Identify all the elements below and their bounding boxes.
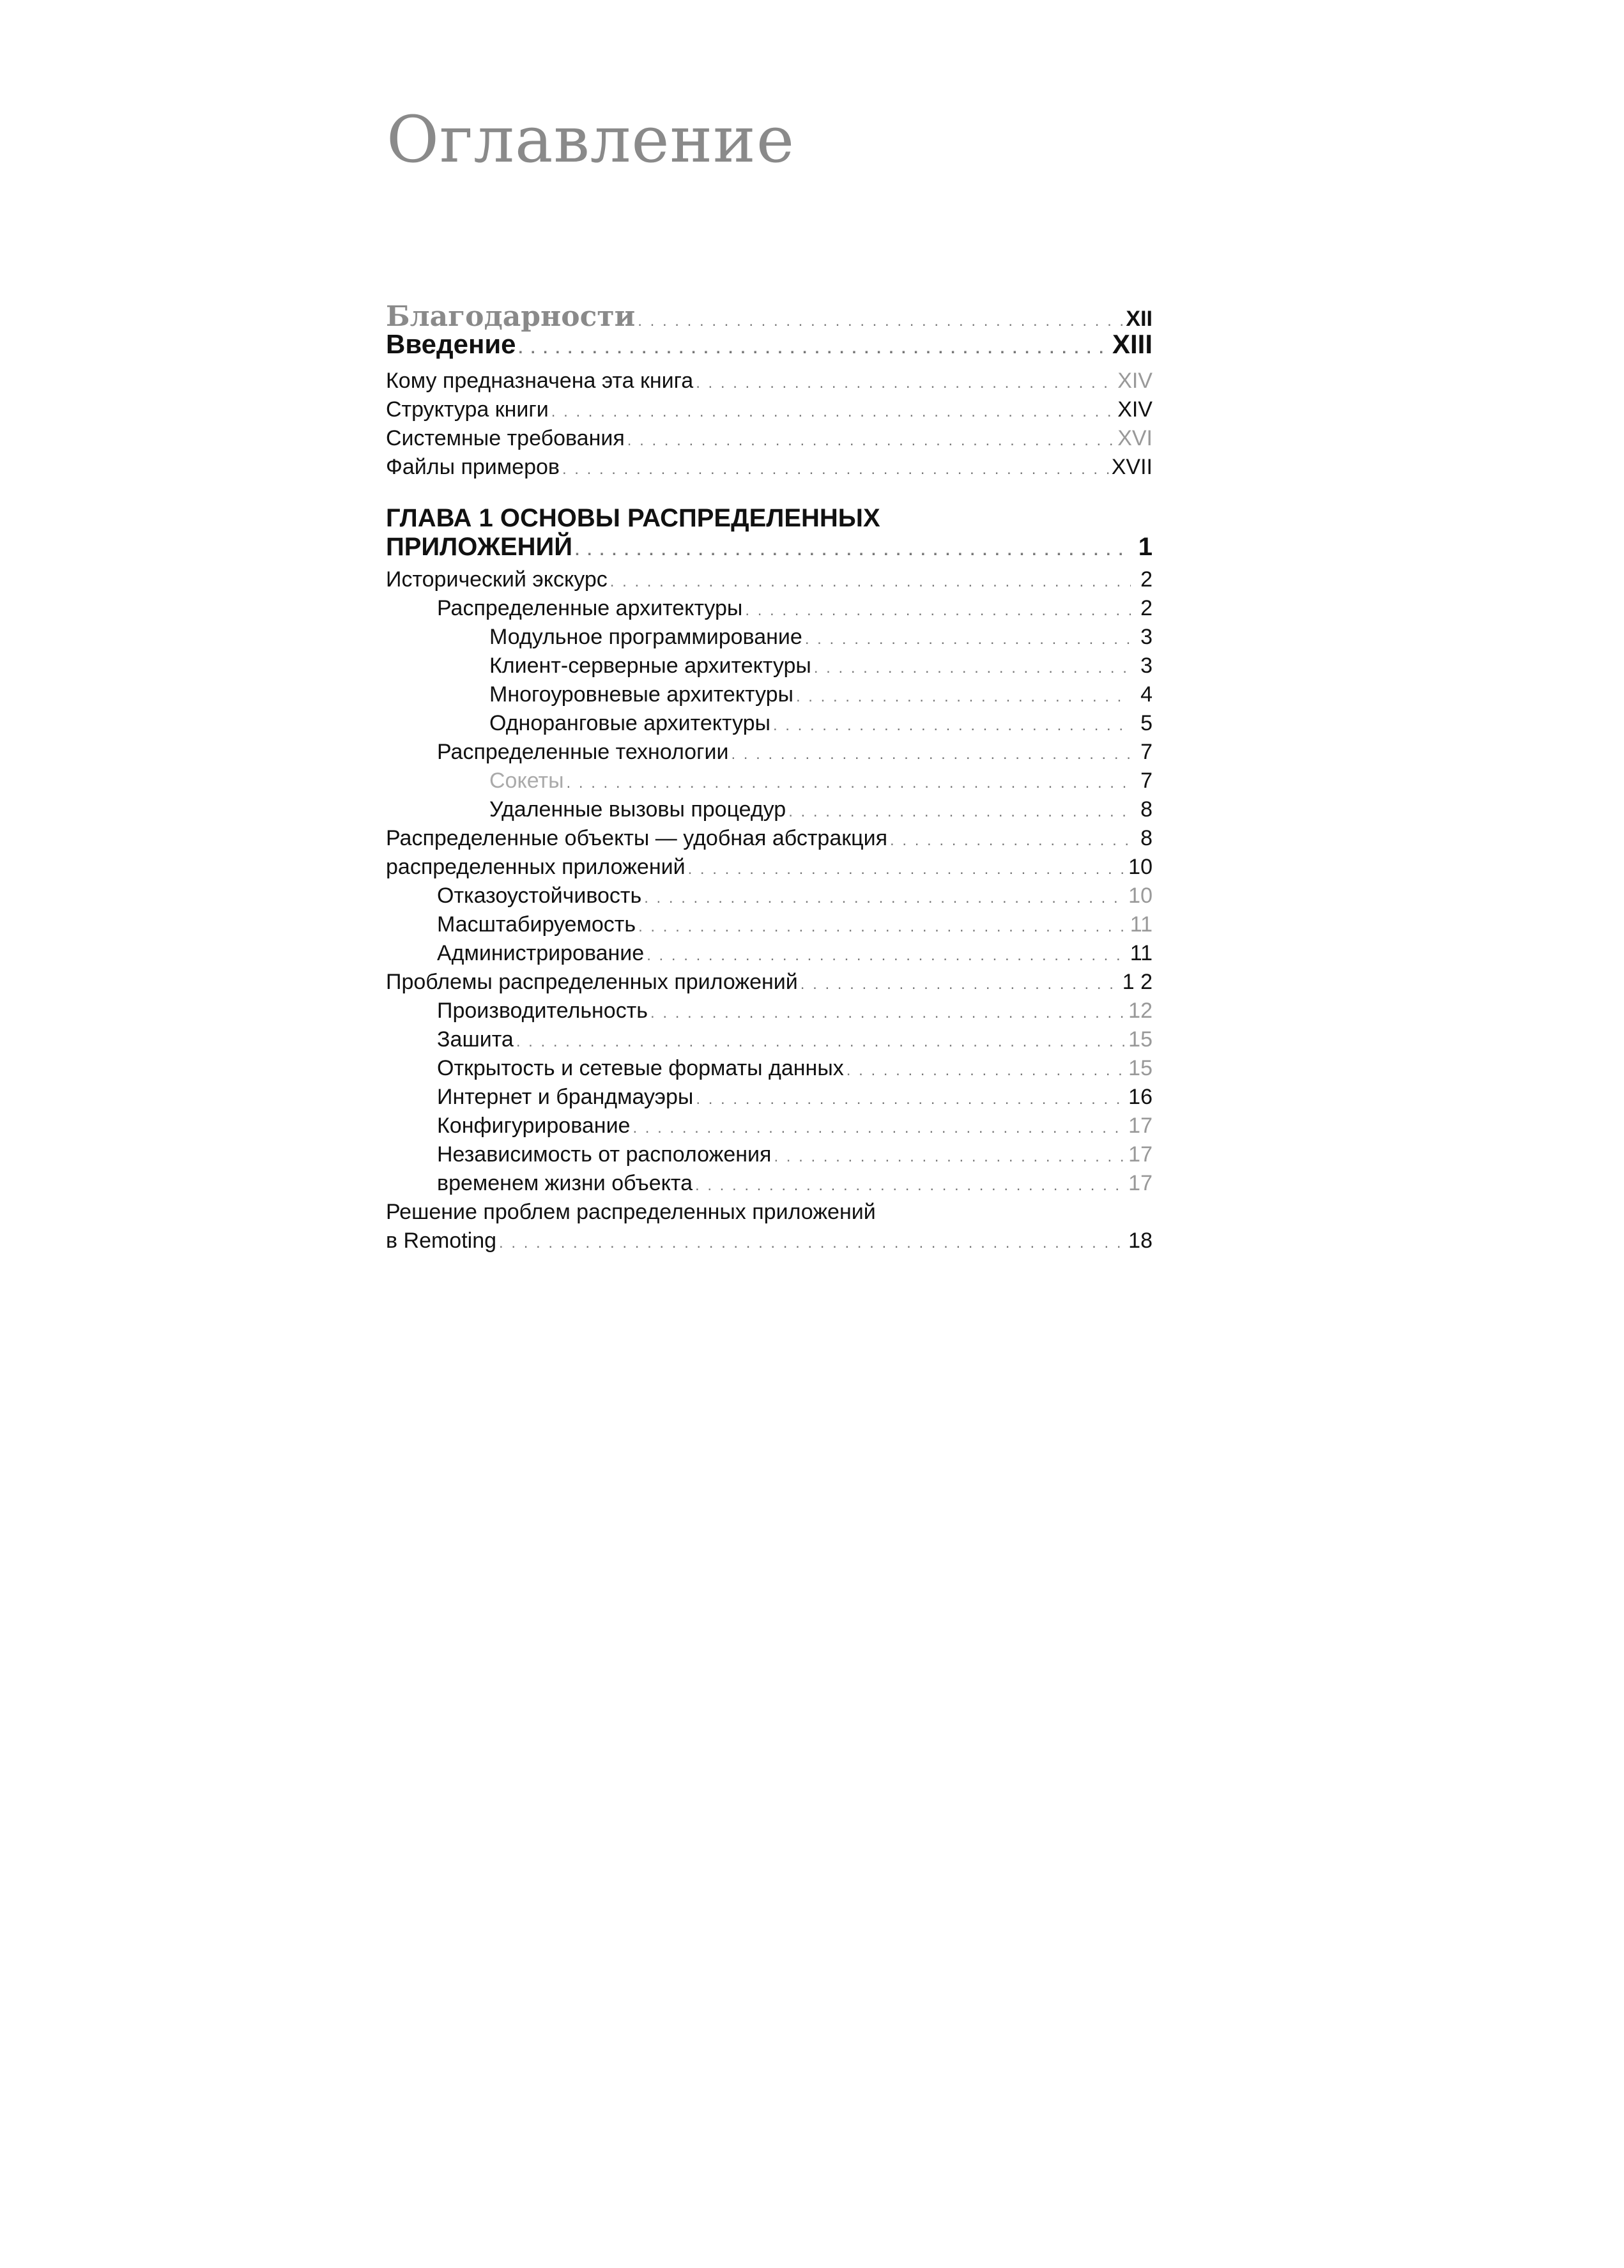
dot-leader bbox=[567, 774, 1131, 792]
toc-entry bbox=[386, 654, 1153, 682]
toc-page-number: XIII bbox=[1112, 329, 1153, 359]
toc-entry-title: Производительность bbox=[437, 999, 648, 1023]
toc-entry bbox=[386, 682, 1153, 711]
toc-entry-title: Отказоустойчивость bbox=[437, 884, 642, 908]
toc-page-number: XVII bbox=[1111, 455, 1153, 479]
dot-leader bbox=[610, 573, 1131, 591]
dot-leader bbox=[890, 832, 1131, 850]
toc-page-number: XIV bbox=[1117, 397, 1153, 422]
toc-entry bbox=[386, 740, 1153, 769]
dot-leader bbox=[814, 659, 1131, 677]
toc-entry bbox=[386, 912, 1153, 941]
toc-entry-title: Одноранговые архитектуры bbox=[489, 711, 770, 735]
toc-page-number: 12 bbox=[1128, 999, 1153, 1023]
toc-entry-title: Модульное программирование bbox=[489, 625, 802, 649]
dot-leader bbox=[805, 631, 1131, 648]
toc-entry bbox=[386, 999, 1153, 1027]
toc-entry-title: Интернет и брандмауэры bbox=[437, 1085, 694, 1109]
toc-entry bbox=[386, 711, 1153, 740]
toc-page-number: 4 bbox=[1140, 682, 1153, 707]
toc-page-number: 11 bbox=[1130, 941, 1153, 965]
dot-leader bbox=[575, 542, 1131, 560]
dot-leader bbox=[696, 374, 1115, 392]
toc-entry-title: Независимость от расположения bbox=[437, 1142, 772, 1167]
toc-entry bbox=[386, 1142, 1153, 1171]
table-of-contents bbox=[386, 300, 1153, 1257]
toc-entry bbox=[386, 504, 1153, 533]
dot-leader bbox=[788, 803, 1131, 821]
dot-leader bbox=[562, 461, 1109, 479]
toc-page-number: 7 bbox=[1140, 740, 1153, 764]
toc-entry bbox=[386, 1085, 1153, 1114]
toc-page-number: 8 bbox=[1140, 797, 1153, 822]
dot-leader bbox=[695, 1177, 1126, 1195]
dot-leader bbox=[773, 717, 1131, 735]
toc-entry-title: Распределенные архитектуры bbox=[437, 596, 743, 620]
toc-entry-title: Сокеты bbox=[489, 769, 564, 793]
toc-entry-title: в Remoting bbox=[386, 1229, 497, 1253]
dot-leader bbox=[516, 1033, 1126, 1051]
toc-entry bbox=[386, 300, 1153, 333]
dot-leader bbox=[519, 340, 1110, 358]
toc-entry-title: Удаленные вызовы процедур bbox=[489, 797, 786, 822]
dot-leader bbox=[650, 1004, 1126, 1022]
toc-entry-title: ПРИЛОЖЕНИЙ bbox=[386, 533, 573, 561]
toc-entry bbox=[386, 1229, 1153, 1257]
toc-page-number: 3 bbox=[1140, 654, 1153, 678]
toc-entry bbox=[386, 1056, 1153, 1085]
dot-leader bbox=[796, 688, 1131, 706]
toc-entry-title: Файлы примеров bbox=[386, 455, 560, 479]
toc-entry-title: Конфигурирование bbox=[437, 1114, 631, 1138]
toc-page-number: 15 bbox=[1128, 1056, 1153, 1080]
toc-entry-title: Исторический экскурс bbox=[386, 567, 608, 592]
toc-entry-title: Проблемы распределенных приложений bbox=[386, 970, 798, 994]
toc-page-number: 5 bbox=[1140, 711, 1153, 735]
toc-entry bbox=[386, 329, 1153, 369]
toc-page-number: 8 bbox=[1140, 826, 1153, 850]
toc-entry-title: Администрирование bbox=[437, 941, 645, 965]
toc-entry bbox=[386, 884, 1153, 912]
toc-page-number: 1 2 bbox=[1122, 970, 1153, 994]
dot-leader bbox=[638, 918, 1128, 936]
toc-entry bbox=[386, 533, 1153, 567]
dot-leader bbox=[688, 861, 1126, 878]
toc-page-number: 17 bbox=[1128, 1171, 1153, 1195]
toc-entry-title: временем жизни объекта bbox=[437, 1171, 693, 1195]
toc-entry bbox=[386, 769, 1153, 797]
dot-leader bbox=[632, 1119, 1126, 1137]
dot-leader bbox=[551, 403, 1115, 421]
dot-leader bbox=[638, 312, 1123, 330]
toc-entry bbox=[386, 596, 1153, 625]
toc-entry-title: Структура книги bbox=[386, 397, 549, 422]
page-title: Оглавление bbox=[387, 102, 795, 177]
toc-page-number: 1 bbox=[1138, 533, 1153, 561]
toc-entry-title: Многоуровневые архитектуры bbox=[489, 682, 793, 707]
toc-page-number: 3 bbox=[1140, 625, 1153, 649]
dot-leader bbox=[499, 1234, 1126, 1252]
dot-leader bbox=[731, 746, 1131, 763]
dot-leader bbox=[846, 1062, 1126, 1080]
toc-entry bbox=[386, 567, 1153, 596]
toc-entry-title: Масштабируемость bbox=[437, 912, 636, 937]
toc-entry-title: ГЛАВА 1 ОСНОВЫ РАСПРЕДЕЛЕННЫХ bbox=[386, 504, 880, 532]
toc-page-number: 7 bbox=[1140, 769, 1153, 793]
dot-leader bbox=[774, 1148, 1126, 1166]
toc-page-number: XII bbox=[1126, 307, 1153, 331]
toc-page-number: 2 bbox=[1140, 567, 1153, 592]
toc-entry bbox=[386, 1200, 1153, 1229]
toc-entry bbox=[386, 369, 1153, 397]
toc-entry-title: Клиент-серверные архитектуры bbox=[489, 654, 811, 678]
dot-leader bbox=[745, 602, 1131, 620]
toc-page-number: 17 bbox=[1128, 1142, 1153, 1167]
toc-entry-title: Распределенные объекты — удобная абстракция bbox=[386, 826, 888, 850]
toc-entry bbox=[386, 941, 1153, 970]
toc-page-number: XVI bbox=[1117, 426, 1153, 450]
toc-entry bbox=[386, 970, 1153, 999]
toc-page-number: 15 bbox=[1128, 1027, 1153, 1052]
dot-leader bbox=[644, 889, 1126, 907]
dot-leader bbox=[627, 432, 1115, 450]
toc-entry bbox=[386, 426, 1153, 455]
toc-entry-title: Зашита bbox=[437, 1027, 514, 1052]
toc-page-number: XIV bbox=[1117, 369, 1153, 393]
toc-entry-title: Введение bbox=[386, 329, 516, 359]
toc-entry-title: Кому предназначена эта книга bbox=[386, 369, 694, 393]
dot-leader bbox=[801, 976, 1120, 993]
toc-page-number: 18 bbox=[1128, 1229, 1153, 1253]
toc-entry-title: Распределенные технологии bbox=[437, 740, 729, 764]
toc-page-number: 10 bbox=[1128, 884, 1153, 908]
dot-leader bbox=[647, 947, 1127, 965]
toc-entry bbox=[386, 397, 1153, 426]
toc-entry bbox=[386, 1114, 1153, 1142]
toc-entry-title: Системные требования bbox=[386, 426, 625, 450]
toc-page-number: 17 bbox=[1128, 1114, 1153, 1138]
toc-page-number: 10 bbox=[1128, 855, 1153, 879]
toc-entry-title: распределенных приложений bbox=[386, 855, 686, 879]
toc-entry bbox=[386, 855, 1153, 884]
toc-entry-title: Открытость и сетевые форматы данных bbox=[437, 1056, 844, 1080]
toc-page-number: 16 bbox=[1128, 1085, 1153, 1109]
toc-page-number: 2 bbox=[1140, 596, 1153, 620]
dot-leader bbox=[696, 1091, 1126, 1108]
toc-entry bbox=[386, 455, 1153, 484]
toc-entry-title: Решение проблем распределенных приложений bbox=[386, 1200, 876, 1224]
toc-entry bbox=[386, 797, 1153, 826]
toc-entry-title: Благодарности bbox=[386, 300, 636, 333]
toc-page-number: 11 bbox=[1130, 912, 1153, 937]
toc-entry bbox=[386, 625, 1153, 654]
toc-entry bbox=[386, 1171, 1153, 1200]
toc-entry bbox=[386, 826, 1153, 855]
toc-entry bbox=[386, 1027, 1153, 1056]
